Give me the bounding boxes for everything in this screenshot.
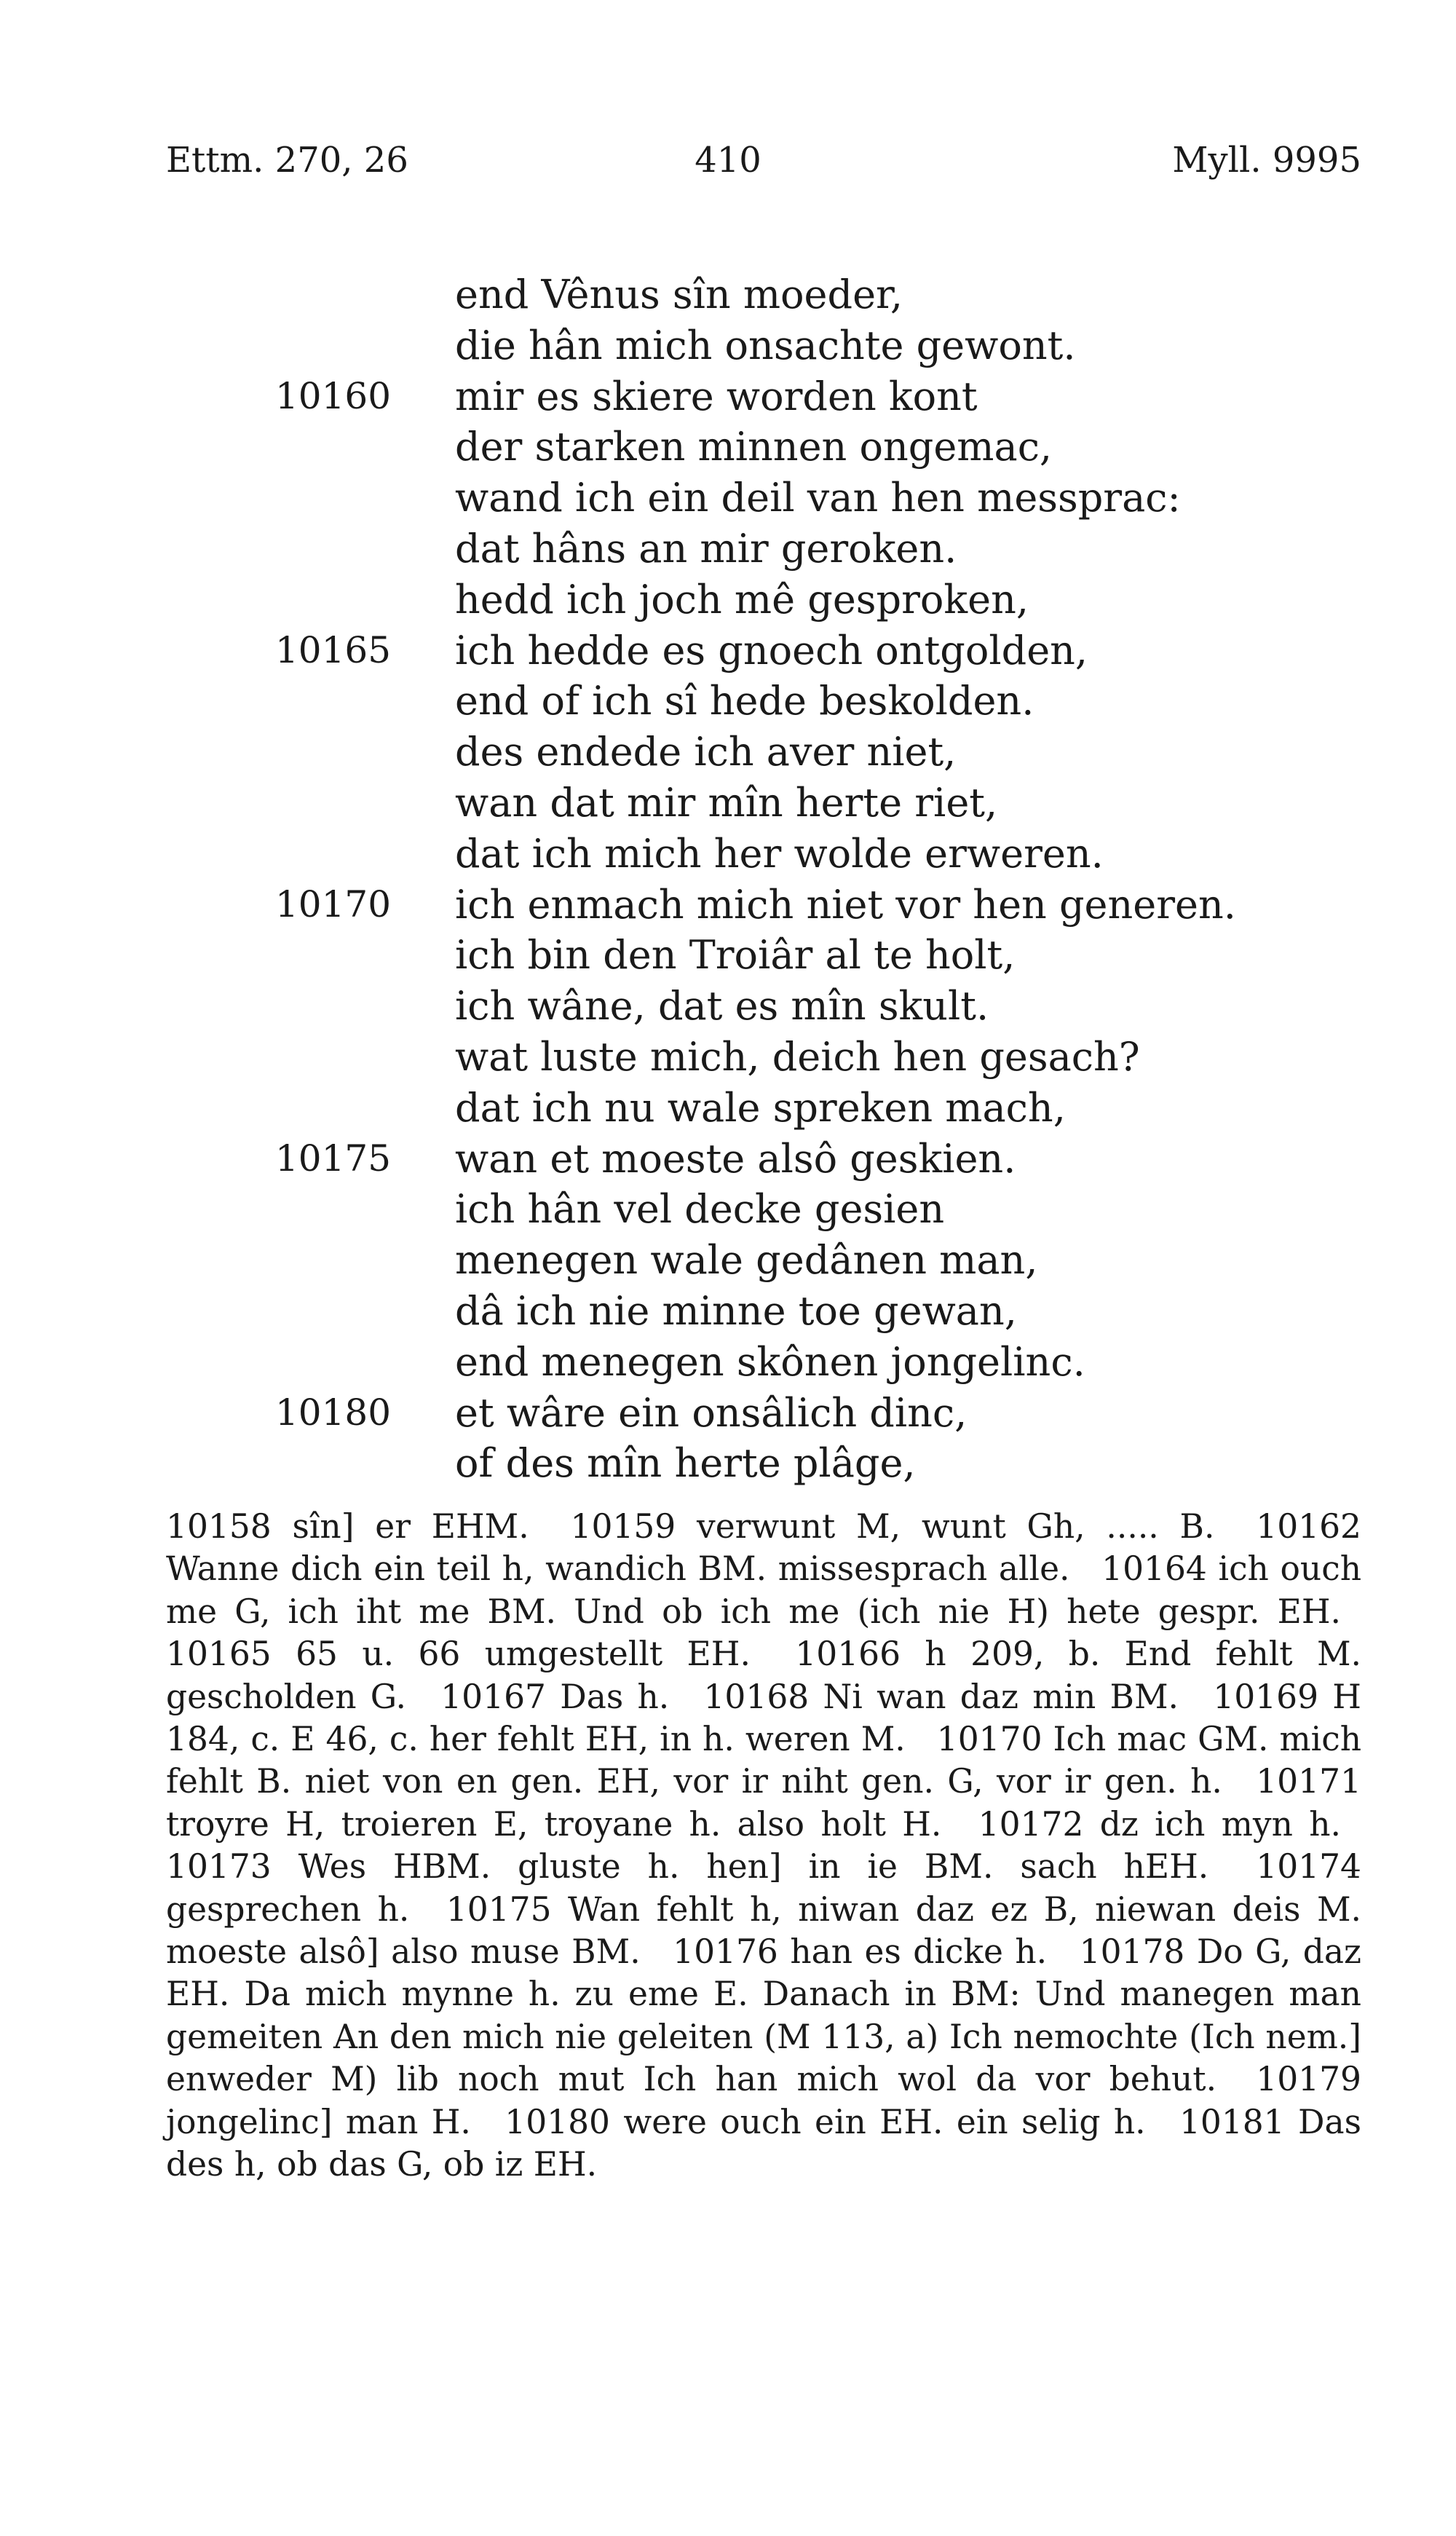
verse-text: end of ich sî hede beskolden.: [455, 678, 1034, 724]
verse-line: [0, 320, 1456, 371]
verse-text: end Vênus sîn moeder,: [455, 272, 903, 317]
verse-text: die hân mich onsachte gewont.: [455, 322, 1076, 368]
page-number: 410: [695, 140, 761, 181]
verse-line: [0, 778, 1456, 829]
verse-line: [0, 473, 1456, 524]
apparatus-note: 10162 Wanne dich ein teil h, wandich BM. missesprach alle.: [166, 1507, 1361, 1589]
apparatus-note: 10166 h 209, b. End fehlt M. gescholden G.: [166, 1635, 1362, 1716]
verse-line: [0, 676, 1456, 727]
apparatus-note: 10168 Ni wan daz min BM.: [703, 1677, 1179, 1716]
apparatus-note: 10159 verwunt M, wunt Gh, ..... B.: [570, 1507, 1215, 1546]
verse-text: dat ich mich her wolde erweren.: [455, 830, 1104, 877]
running-head-left: Ettm. 270, 26: [166, 140, 408, 181]
verse-text: wan dat mir mîn herte riet,: [455, 779, 998, 826]
verse-line: [0, 1032, 1456, 1083]
apparatus-note: 10172 dz ich myn h.: [978, 1804, 1342, 1844]
verse-line: [0, 574, 1456, 625]
verse-text: end menegen skônen jongelinc.: [455, 1338, 1085, 1385]
verse-text: et wâre ein onsâlich dinc,: [455, 1389, 968, 1436]
verse-text: des endede ich aver niet,: [455, 729, 957, 775]
poem-text: [0, 269, 1456, 1489]
verse-line: [0, 625, 1456, 676]
apparatus-note: 10164 ich ouch me G, ich iht me BM. Und ob ich me (ich nie H) hete gespr. EH.: [166, 1549, 1361, 1631]
apparatus-note: 10176 han es dicke h.: [673, 1932, 1048, 1972]
line-number: 10180: [275, 1391, 392, 1434]
verse-text: dat ich nu wale spreken mach,: [455, 1084, 1066, 1131]
line-number: 10165: [275, 628, 392, 671]
apparatus-note: 10179 jongelinc] man H.: [166, 2060, 1361, 2141]
verse-line: [0, 1134, 1456, 1185]
verse-line: [0, 981, 1456, 1032]
verse-text: ich hedde es gnoech ontgolden,: [455, 627, 1088, 673]
verse-text: ich bin den Troiâr al te holt,: [455, 932, 1016, 979]
verse-line: [0, 829, 1456, 880]
verse-text: ich hân vel decke gesien: [455, 1186, 945, 1233]
verse-text: dat hâns an mir geroken.: [455, 525, 957, 572]
verse-text: menegen wale gedânen man,: [455, 1237, 1038, 1284]
apparatus-note: 10173 Wes HBM. gluste h. hen] in ie BM. sach hEH.: [166, 1847, 1209, 1887]
verse-text: dâ ich nie minne toe gewan,: [455, 1287, 1017, 1334]
line-number: 10160: [275, 374, 392, 417]
verse-text: hedd ich joch mê gesproken,: [455, 576, 1029, 623]
verse-line: [0, 930, 1456, 981]
verse-line: [0, 1083, 1456, 1134]
verse-line: [0, 269, 1456, 320]
running-head-right: Myll. 9995: [1172, 140, 1361, 181]
critical-apparatus: [166, 1506, 1361, 2187]
verse-text: wan et moeste alsô geskien.: [455, 1135, 1016, 1182]
verse-text: ich enmach mich niet vor hen generen.: [455, 881, 1236, 928]
verse-line: [0, 1235, 1456, 1286]
verse-text: wand ich ein deil van hen messprac:: [455, 475, 1181, 521]
verse-line: [0, 524, 1456, 574]
verse-line: [0, 422, 1456, 473]
verse-line: [0, 727, 1456, 778]
verse-line: [0, 880, 1456, 931]
verse-text: mir es skiere worden kont: [455, 373, 978, 419]
apparatus-note: 10167 Das h.: [440, 1677, 670, 1716]
verse-text: ich wâne, dat es mîn skult.: [455, 983, 989, 1030]
verse-line: [0, 1337, 1456, 1388]
verse-line: [0, 1438, 1456, 1489]
apparatus-note: 10170 Ich mac GM. mich fehlt B. niet von en gen. EH, vor ir niht gen. G, vor ir gen. h.: [166, 1720, 1361, 1801]
apparatus-note: 10165 65 u. 66 umgestellt EH.: [166, 1635, 751, 1674]
verse-text: wat luste mich, deich hen gesach?: [455, 1033, 1140, 1080]
verse-line: [0, 1388, 1456, 1439]
apparatus-note: 10181 Das des h, ob das G, ob iz EH.: [166, 2102, 1361, 2184]
line-number: 10170: [275, 882, 392, 925]
verse-line: [0, 371, 1456, 422]
apparatus-note: 10174 gesprechen h.: [166, 1847, 1362, 1929]
apparatus-note: 10180 were ouch ein EH. ein selig h.: [505, 2102, 1146, 2141]
apparatus-note: 10158 sîn] er EHM.: [166, 1507, 529, 1546]
apparatus-note: 10171 troyre H, troieren E, troyane h. also holt H.: [166, 1762, 1361, 1844]
apparatus-note: 10178 Do G, daz EH. Da mich mynne h. zu eme E. Danach in BM: Und manegen man gemeiten An den mich nie geleiten (M 113, a) Ich nemochte (Ich nem.] enweder M) lib noch mut Ich han mich wol da vor behut.: [166, 1932, 1362, 2099]
verse-text: der starken minnen ongemac,: [455, 424, 1053, 470]
verse-text: of des mîn herte plâge,: [455, 1440, 916, 1487]
apparatus-note: 10169 H 184, c. E 46, c. her fehlt EH, in h. weren M.: [166, 1677, 1361, 1759]
verse-line: [0, 1286, 1456, 1337]
verse-line: [0, 1184, 1456, 1235]
line-number: 10175: [275, 1137, 392, 1180]
apparatus-note: 10175 Wan fehlt h, niwan daz ez B, niewan deis M. moeste alsô] also muse BM.: [166, 1889, 1361, 1972]
